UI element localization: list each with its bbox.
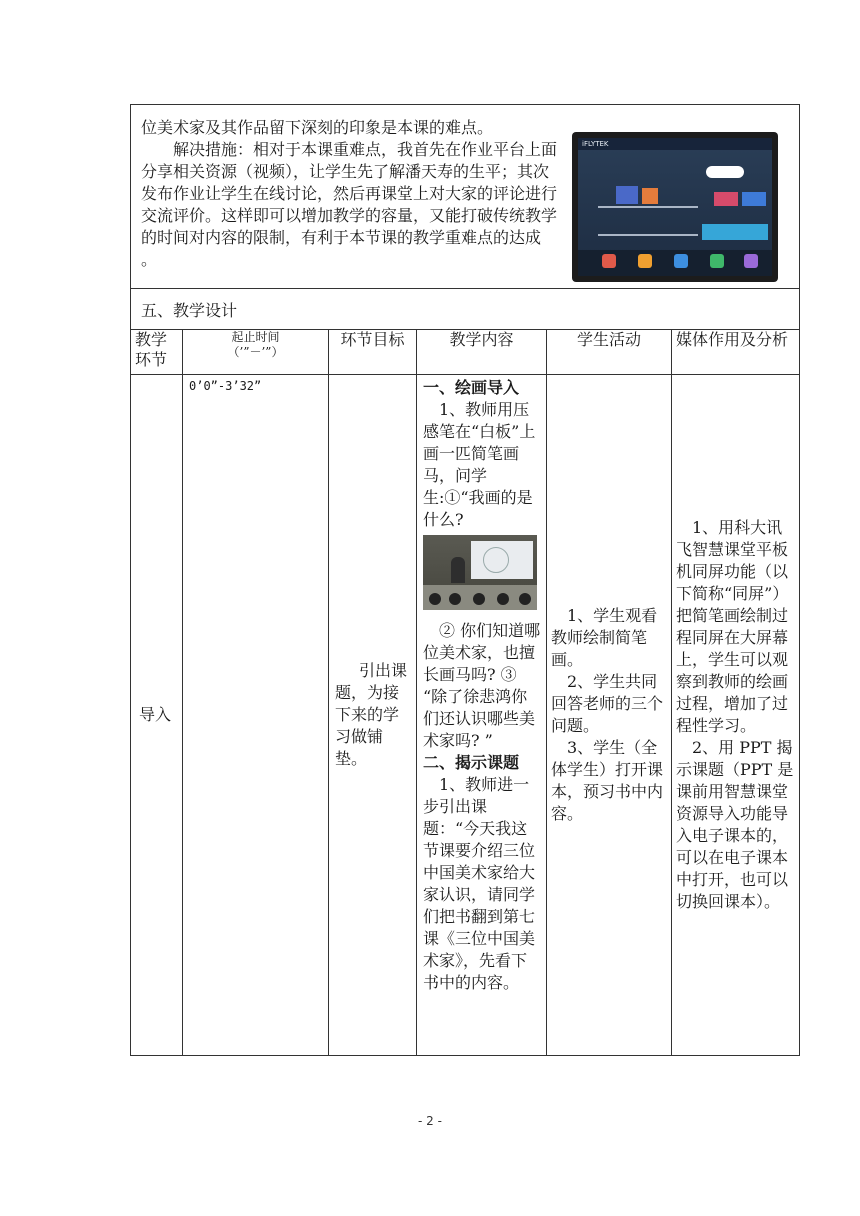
- media-2: 2、用 PPT 揭示课题（PPT 是课前用智慧课堂资源导入功能导入电子课本的，可以在电子课本中打开，也可以切换回课本）。: [676, 738, 794, 911]
- section-title: 五、教学设计: [131, 289, 800, 330]
- goal-cell: [329, 375, 417, 1056]
- table-row: [131, 375, 800, 1056]
- media-1: 1、用科大讯飞智慧课堂平板机同屏功能（以下简称“同屏”）把简笔画绘制过程同屏在大屏幕上，学生可以观察到教师的绘画过程，增加了过程性学习。: [676, 518, 789, 735]
- content-paragraph-3: 1、教师进一步引出课题：“今天我这节课要介绍三位中国美术家给大家认识，请同学们把书翻到第七课《三位中国美术家》，先看下书中的内容。: [423, 775, 536, 992]
- content-heading-2: 二、揭示课题: [423, 753, 520, 772]
- header-time-title: 起止时间: [231, 330, 280, 344]
- difficulty-cell: [131, 105, 800, 289]
- content-cell: [417, 375, 547, 1056]
- activity-2: 2、学生共同回答老师的三个问题。: [551, 672, 664, 735]
- stage-cell: 导入: [131, 375, 183, 1056]
- content-heading-1: 一、绘画导入: [423, 378, 520, 397]
- header-content: 教学内容: [417, 330, 547, 375]
- header-time-sub: （’”－’”）: [227, 345, 284, 359]
- page-number: - 2 -: [418, 1114, 442, 1128]
- goal-text: 引出课题，为接下来的学习做铺垫。: [335, 661, 408, 768]
- activity-1: 1、学生观看教师绘制简笔画。: [551, 606, 658, 669]
- header-time: [183, 330, 329, 375]
- content-paragraph-1: 1、教师用压感笔在“白板”上画一匹简笔画马，问学生:①“我画的是什么?: [423, 400, 536, 529]
- app-logo: iFLYTEK: [582, 140, 609, 148]
- content-paragraph-2: ② 你们知道哪位美术家，也擅长画马吗? ③ “除了徐悲鸿你们还认识哪些美术家吗? ”: [423, 621, 541, 750]
- classroom-photo: [423, 535, 537, 610]
- difficulty-line: 位美术家及其作品留下深刻的印象是本课的难点。: [141, 118, 494, 137]
- time-cell: 0’0”-3’32”: [183, 375, 329, 1056]
- lesson-plan-table: [130, 104, 800, 1056]
- header-stage: 教学环节: [131, 330, 183, 375]
- tablet-screen: [578, 138, 772, 276]
- header-media: 媒体作用及分析: [672, 330, 800, 375]
- activity-cell: [547, 375, 672, 1056]
- tablet-screenshot: [572, 132, 778, 282]
- header-activity: 学生活动: [547, 330, 672, 375]
- media-cell: [672, 375, 800, 1056]
- header-goal: 环节目标: [329, 330, 417, 375]
- difficulty-text: [141, 117, 561, 271]
- solution-paragraph: 解决措施：相对于本课重难点，我首先在作业平台上面分享相关资源（视频），让学生先了解潘天寿的生平；其次发布作业让学生在线讨论，然后再课堂上对大家的评论进行交流评价。这样即可以增加教学的容量，又能打破传统教学的时间对内容的限制，有利于本节课的教学重难点的达成 。: [141, 140, 558, 269]
- activity-3: 3、学生（全体学生）打开课本，预习书中内容。: [551, 738, 664, 823]
